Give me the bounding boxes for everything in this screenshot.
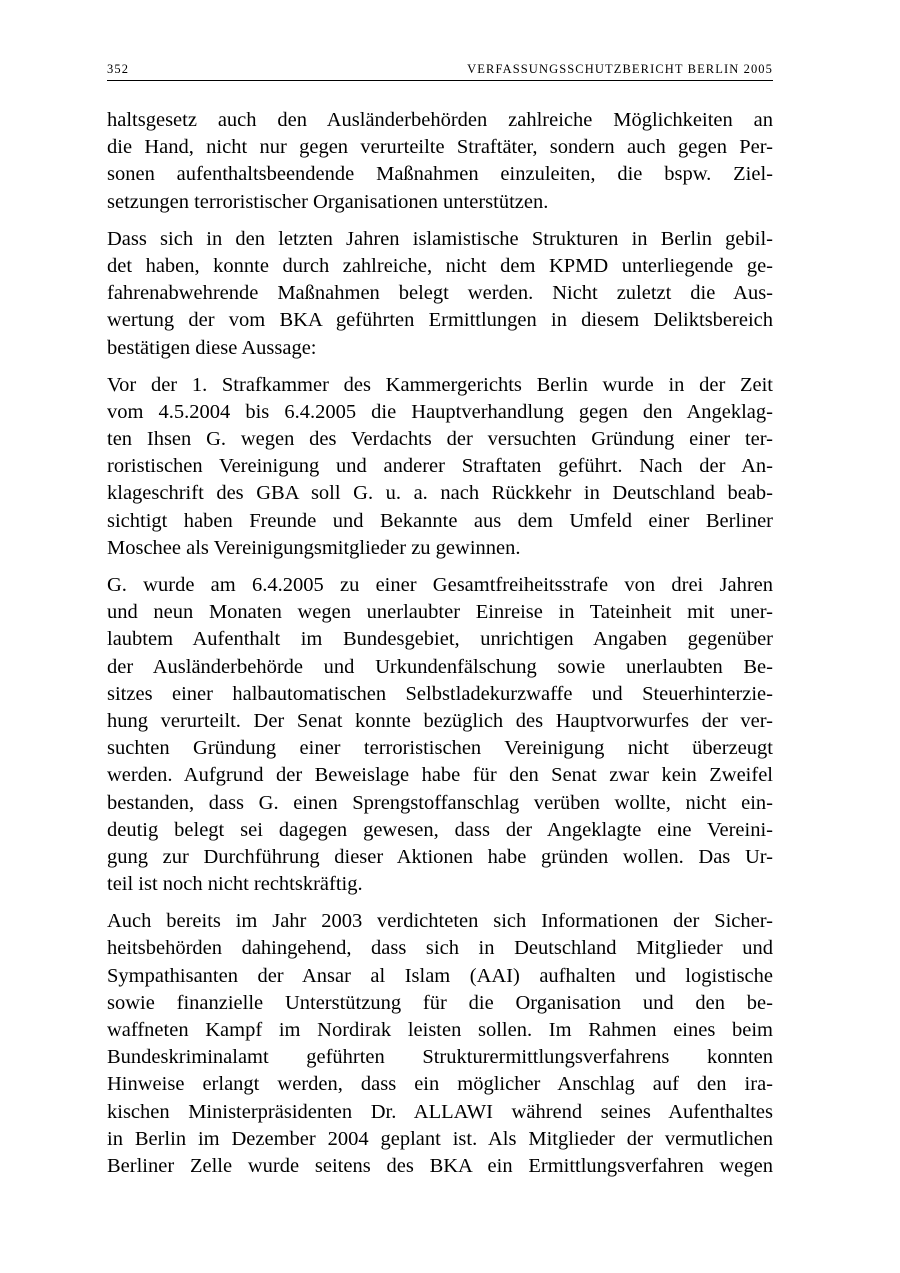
text-line: kischen Ministerpräsidenten Dr. ALLAWI während seines Aufenthaltes — [107, 1100, 773, 1123]
text-line: wertung der vom BKA geführten Ermittlungen in diesem Deliktsbereich — [107, 309, 773, 332]
text-line: klageschrift des GBA soll G. u. a. nach Rückkehr in Deutschland beab- — [107, 482, 773, 505]
text-line: vom 4.5.2004 bis 6.4.2005 die Hauptverhandlung gegen den Angeklag- — [107, 400, 773, 423]
text-line: Sympathisanten der Ansar al Islam (AAI) aufhalten und logistische — [107, 964, 773, 987]
text-line: laubtem Aufenthalt im Bundesgebiet, unrichtigen Angaben gegenüber — [107, 628, 773, 651]
text-line: ten Ihsen G. wegen des Verdachts der versuchten Gründung einer ter- — [107, 428, 773, 451]
text-line: sonen aufenthaltsbeendende Maßnahmen einzuleiten, die bspw. Ziel- — [107, 163, 773, 186]
text-line: der Ausländerbehörde und Urkundenfälschung sowie unerlaubten Be- — [107, 655, 773, 678]
text-line: gung zur Durchführung dieser Aktionen habe gründen wollen. Das Ur- — [107, 845, 773, 868]
text-line: Moschee als Vereinigungsmitglieder zu gewinnen. — [107, 536, 521, 559]
text-body — [107, 107, 773, 1190]
text-line: fahrenabwehrende Maßnahmen belegt werden. Nicht zuletzt die Aus- — [107, 282, 773, 305]
text-line: Dass sich in den letzten Jahren islamistische Strukturen in Berlin gebil- — [107, 227, 773, 250]
text-line: waffneten Kampf im Nordirak leisten sollen. Im Rahmen eines beim — [107, 1019, 773, 1041]
text-line: G. wurde am 6.4.2005 zu einer Gesamtfreiheitsstrafe von drei Jahren — [107, 574, 773, 596]
text-line: und neun Monaten wegen unerlaubter Einreise in Tateinheit mit uner- — [107, 601, 773, 624]
text-line: det haben, konnte durch zahlreiche, nicht dem KPMD unterliegende ge- — [107, 254, 773, 277]
text-line: Auch bereits im Jahr 2003 verdichteten sich Informationen der Sicher- — [107, 910, 773, 933]
paragraph-5 — [107, 908, 773, 1180]
text-line: suchten Gründung einer terroristischen Vereinigung nicht überzeugt — [107, 737, 773, 760]
text-line: Berliner Zelle wurde seitens des BKA ein Ermittlungsverfahren wegen — [107, 1154, 773, 1177]
text-line: Hinweise erlangt werden, dass ein möglicher Anschlag auf den ira- — [107, 1073, 773, 1096]
text-line: bestätigen diese Aussage: — [107, 336, 317, 359]
paragraph-3 — [107, 372, 773, 562]
text-line: werden. Aufgrund der Beweislage habe für den Senat zwar kein Zweifel — [107, 764, 773, 787]
text-line: sichtigt haben Freunde und Bekannte aus dem Umfeld einer Berliner — [107, 509, 773, 532]
text-line: in Berlin im Dezember 2004 geplant ist. Als Mitglieder der vermutlichen — [107, 1127, 773, 1150]
page-number: 352 — [107, 62, 130, 76]
text-line: setzungen terroristischer Organisationen unterstützen. — [107, 190, 549, 213]
running-title: VERFASSUNGSSCHUTZBERICHT BERLIN 2005 — [467, 62, 773, 76]
text-line: sowie finanzielle Unterstützung für die Organisation und den be- — [107, 991, 773, 1014]
text-line: bestanden, dass G. einen Sprengstoffanschlag verüben wollte, nicht ein- — [107, 791, 773, 814]
paragraph-2 — [107, 226, 773, 362]
text-line: deutig belegt sei dagegen gewesen, dass der Angeklagte eine Vereini- — [107, 818, 773, 841]
text-line: hung verurteilt. Der Senat konnte bezüglich des Hauptvorwurfes der ver- — [107, 709, 773, 732]
text-line: heitsbehörden dahingehend, dass sich in Deutschland Mitglieder und — [107, 937, 773, 960]
text-line: teil ist noch nicht rechtskräftig. — [107, 873, 363, 896]
text-line: Vor der 1. Strafkammer des Kammergerichts Berlin wurde in der Zeit — [107, 373, 773, 396]
paragraph-4 — [107, 572, 773, 898]
text-line: Bundeskriminalamt geführten Strukturermittlungsverfahrens konnten — [107, 1046, 773, 1069]
paragraph-1 — [107, 107, 773, 216]
page-header — [107, 60, 773, 81]
text-line: die Hand, nicht nur gegen verurteilte Straftäter, sondern auch gegen Per- — [107, 136, 773, 159]
text-line: roristischen Vereinigung und anderer Straftaten geführt. Nach der An- — [107, 455, 773, 478]
text-line: sitzes einer halbautomatischen Selbstladekurzwaffe und Steuerhinterzie- — [107, 682, 773, 705]
text-line: haltsgesetz auch den Ausländerbehörden zahlreiche Möglichkeiten an — [107, 109, 773, 131]
